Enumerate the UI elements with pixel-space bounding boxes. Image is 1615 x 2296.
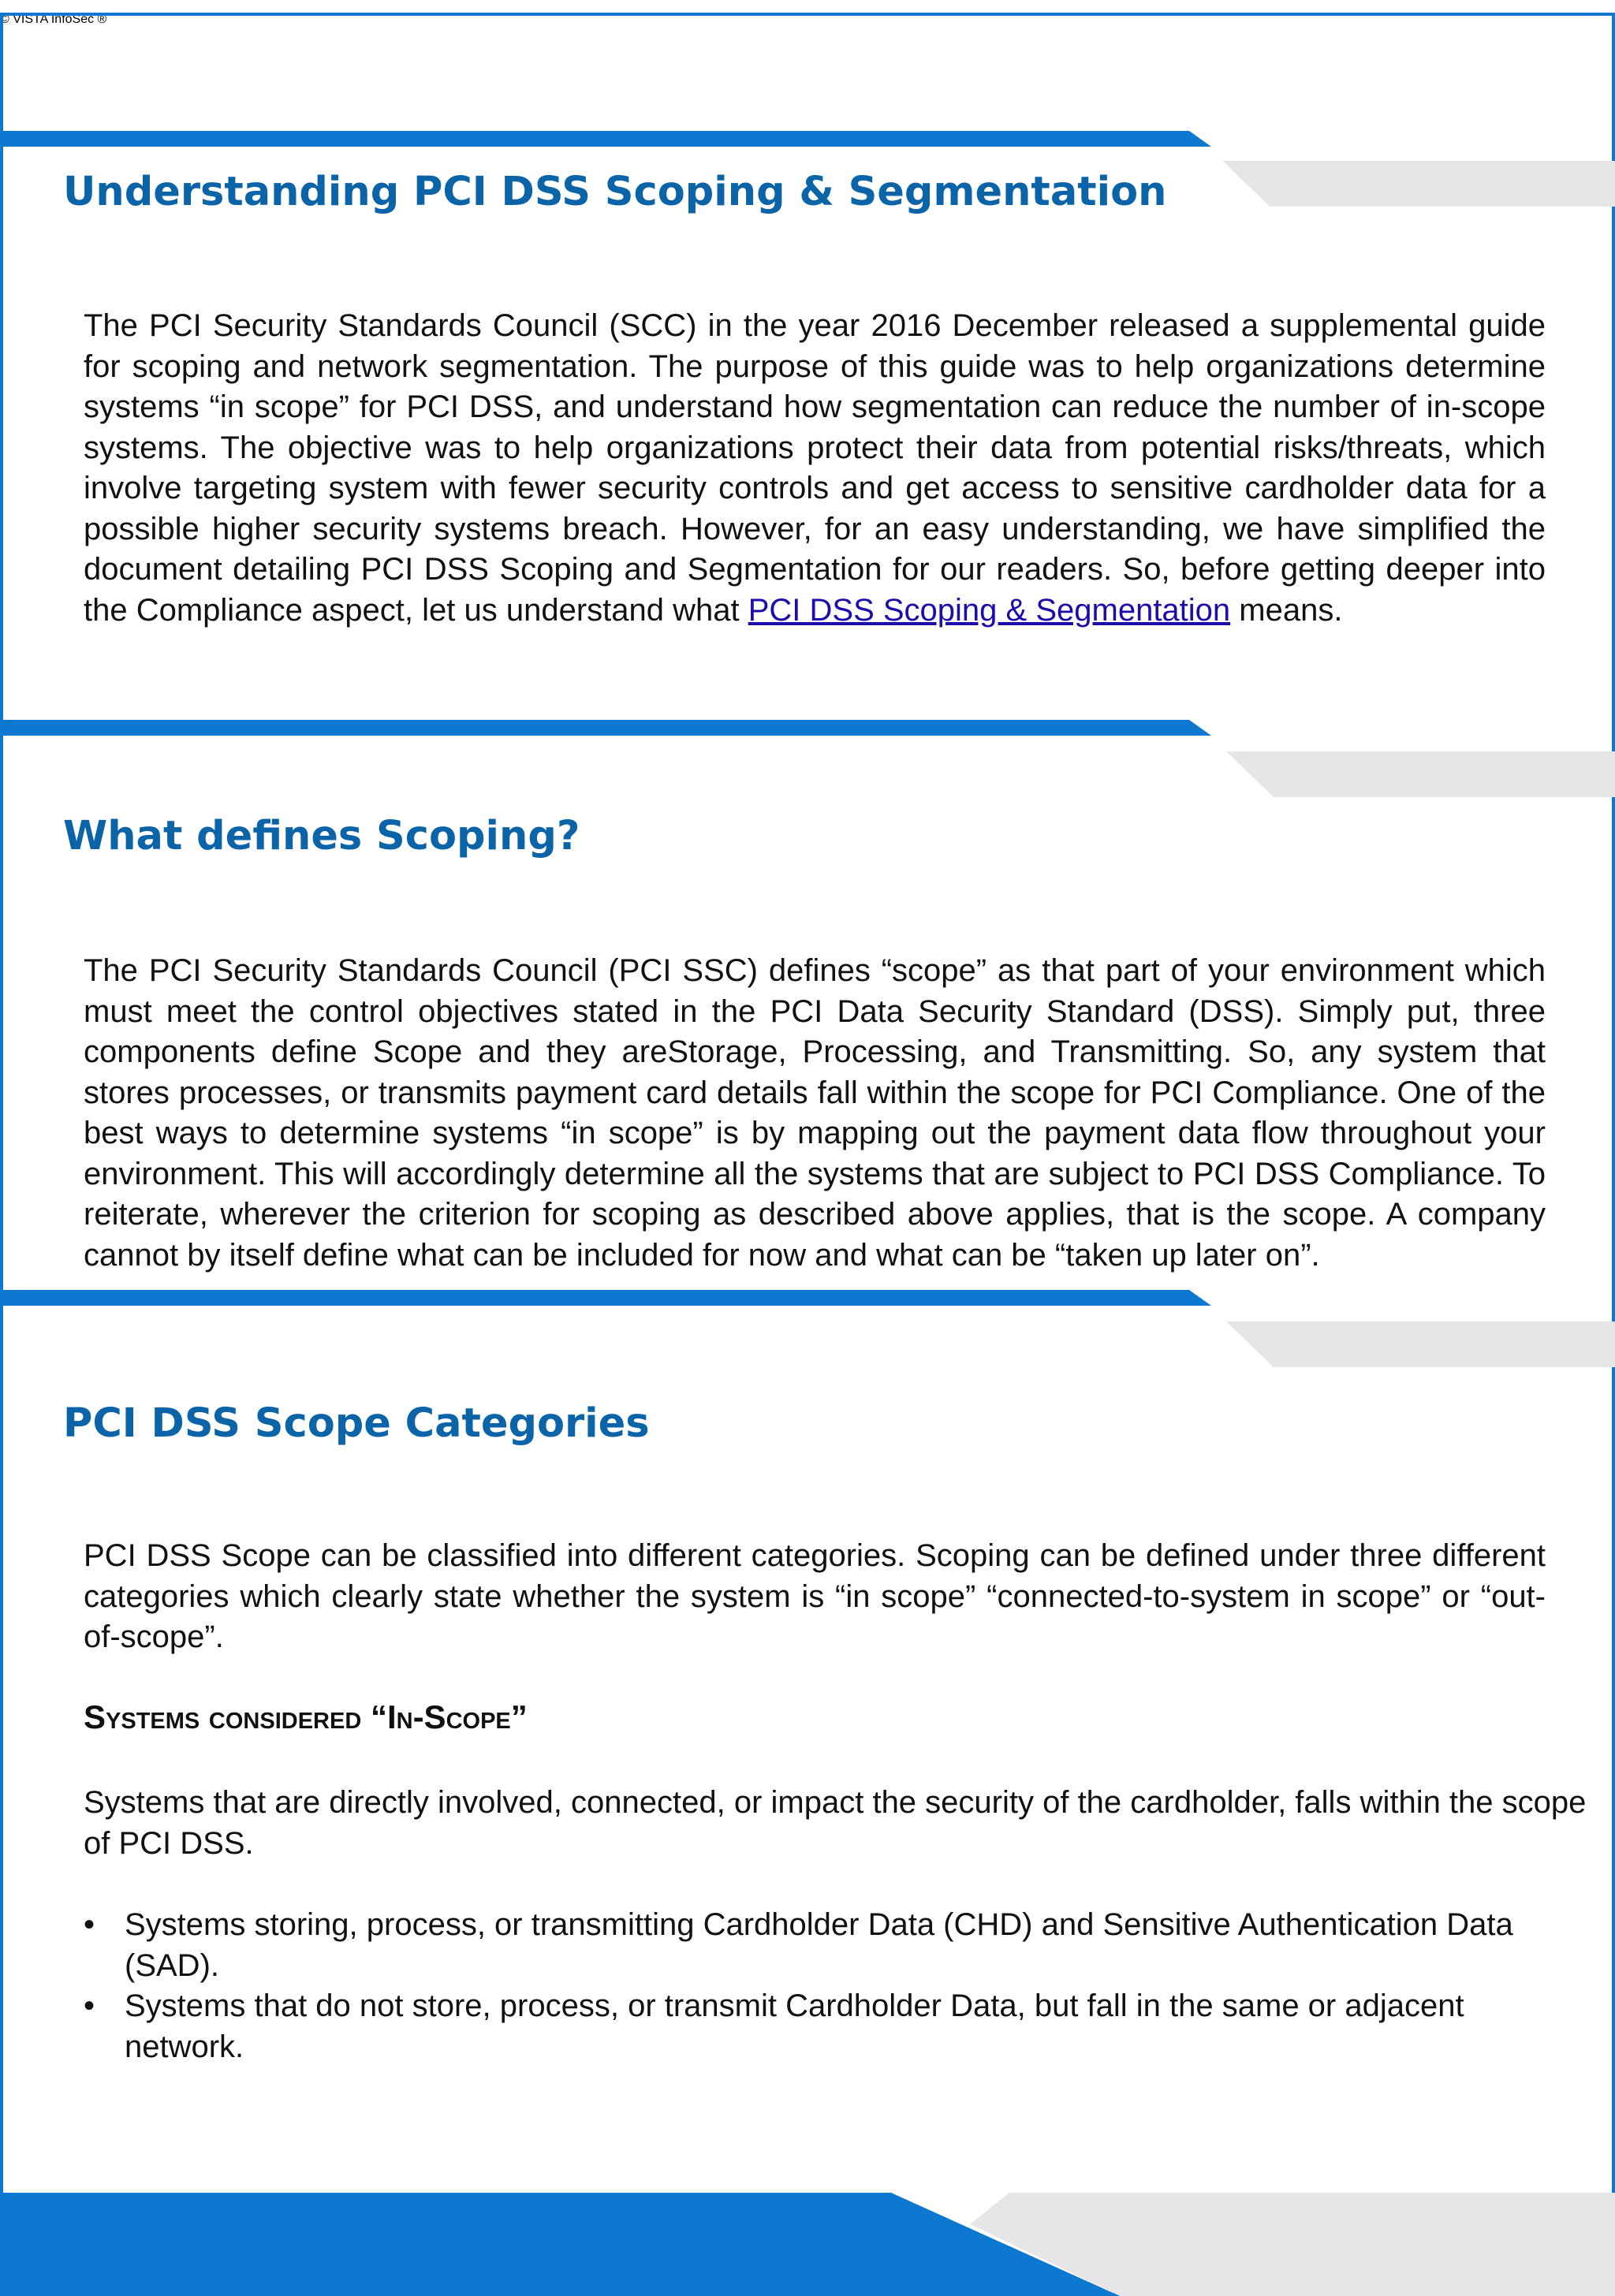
footer-copyright: © VISTA InfoSec ®: [0, 13, 107, 26]
bullet-icon: •: [84, 1907, 95, 1942]
section-divider-bar: [0, 720, 1211, 736]
footer: [0, 2193, 1615, 2296]
bullet-icon: •: [84, 1988, 95, 2023]
list-item: • Systems storing, process, or transmitting Cardholder Data (CHD) and Sensitive Authentication Data (SAD).: [84, 1905, 1535, 1986]
pci-dss-scoping-link[interactable]: PCI DSS Scoping & Segmentation: [748, 592, 1231, 628]
in-scope-description: Systems that are directly involved, connected, or impact the security of the cardholder, falls within the scope of PCI DSS.: [84, 1785, 1587, 1861]
footer-band: [0, 2193, 1143, 2296]
subheading-in-scope: Systems considered “In-Scope”: [84, 1698, 528, 1735]
in-scope-bullet-list: [84, 1905, 1535, 2067]
list-item: • Systems that do not store, process, or transmit Cardholder Data, but fall in the same or adjacent network.: [84, 1986, 1535, 2067]
section-divider-shadow: [1222, 161, 1615, 207]
section-divider-shadow: [1226, 751, 1615, 797]
section-heading-understanding: Understanding PCI DSS Scoping & Segmentation: [63, 169, 1167, 215]
section-divider-bar: [0, 131, 1211, 147]
section-divider-bar: [0, 1290, 1211, 1306]
section-divider-shadow: [1226, 1321, 1615, 1367]
section-heading-categories: PCI DSS Scope Categories: [63, 1400, 650, 1447]
section-body-scoping: The PCI Security Standards Council (PCI SSC) defines “scope” as that part of your environment which must meet the control objectives stated in the PCI Data Security Standard (DSS). Simply put, three components define Scope and they areStorage, Processing, and Transmitting. So, any system that stores processes, or transmits payment card details fall within the scope for PCI Compliance. One of the best ways to determine systems “in scope” is by mapping out the payment data flow throughout your environment. This will accordingly determine all the systems that are subject to PCI DSS Compliance. To reiterate, wherever the criterion for scoping as described above applies, that is the scope. A company cannot by itself define what can be included for now and what can be “taken up later on”.: [84, 953, 1546, 1273]
section-body-understanding: The PCI Security Standards Council (SCC) in the year 2016 December released a supplemental guide for scoping and network segmentation. The purpose of this guide was to help organizations determine systems “in scope” for PCI DSS, and understand how segmentation can reduce the number of in-scope systems. The objective was to help organizations protect their data from potential risks/threats, which involve targeting system with fewer security controls and get access to sensitive cardholder data for a possible higher security systems breach. However, for an easy understanding, we have simplified the document detailing PCI DSS Scoping and Segmentation for our readers. So, before getting deeper into the Compliance aspect, let us understand what PCI DSS Scoping & Segmentation means.: [84, 308, 1546, 628]
section-body-categories: PCI DSS Scope can be classified into different categories. Scoping can be defined under three different categories which clearly state whether the system is “in scope” “connected-to-system in scope” or “out- of-scope”.: [84, 1538, 1546, 1654]
section-heading-scoping: What defines Scoping?: [63, 813, 580, 859]
